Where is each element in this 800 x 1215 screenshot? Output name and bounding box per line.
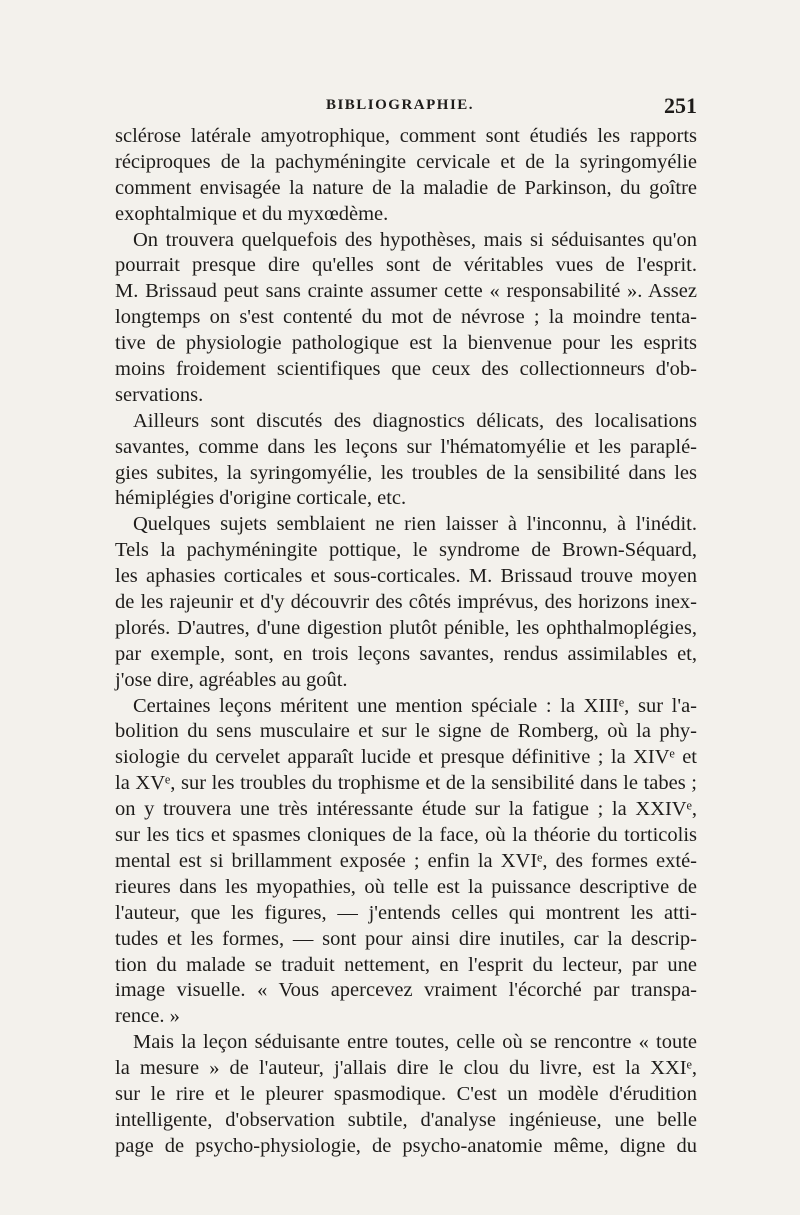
text-line: page de psycho-physiologie, de psycho-anatomie même, digne du [115, 1134, 697, 1157]
text-line: exophtalmique et du myxœdème. [115, 202, 389, 225]
page-number: 251 [664, 93, 697, 118]
text-line: image visuelle. « Vous apercevez vraiment l'écorché par transpa- [115, 979, 697, 1002]
text-line: on y trouvera une très intéressante étude sur la fatigue ; la XXIVᵉ, [115, 798, 697, 821]
text-line: sur les tics et spasmes cloniques de la face, où la théorie du torticolis [115, 824, 697, 847]
text-line: la XVᵉ, sur les troubles du trophisme et de la sensibilité dans le tabes ; [115, 772, 697, 795]
text-line: tudes et les formes, — sont pour ainsi dire inutiles, car la descrip- [115, 927, 697, 950]
text-line: tive de physiologie pathologique est la bienvenue pour les esprits [115, 332, 697, 355]
text-line: l'auteur, que les figures, — j'entends celles qui montrent les atti- [115, 901, 697, 924]
text-line: j'ose dire, agréables au goût. [115, 668, 348, 691]
text-line: comment envisagée la nature de la maladie de Parkinson, du goître [115, 176, 697, 199]
text-line: savantes, comme dans les leçons sur l'hématomyélie et les paraplé- [115, 435, 697, 458]
text-line: la mesure » de l'auteur, j'allais dire le clou du livre, est la XXIᵉ, [115, 1057, 697, 1080]
text-line: sur le rire et le pleurer spasmodique. C'est un modèle d'érudition [115, 1082, 697, 1105]
text-line: siologie du cervelet apparaît lucide et presque définitive ; la XIVᵉ et [115, 746, 697, 769]
text-line: de les rajeunir et d'y découvrir des côtés imprévus, des horizons inex- [115, 591, 697, 614]
text-line: M. Brissaud peut sans crainte assumer cette « responsabilité ». Assez [115, 280, 697, 303]
text-line: moins froidement scientifiques que ceux des collectionneurs d'ob- [115, 358, 697, 381]
text-line: Ailleurs sont discutés des diagnostics délicats, des localisations [133, 409, 697, 432]
text-line: intelligente, d'observation subtile, d'analyse ingénieuse, une belle [115, 1108, 697, 1131]
text-line: pourrait presque dire qu'elles sont de véritables vues de l'esprit. [115, 254, 697, 277]
text-line: Certaines leçons méritent une mention spéciale : la XIIIᵉ, sur l'a- [133, 694, 697, 717]
text-line: Mais la leçon séduisante entre toutes, celle où se rencontre « toute [133, 1031, 697, 1054]
text-line: les aphasies corticales et sous-corticales. M. Brissaud trouve moyen [115, 565, 697, 588]
running-title: BIBLIOGRAPHIE. [325, 97, 475, 113]
text-line: rence. » [115, 1005, 180, 1028]
text-line: bolition du sens musculaire et sur le signe de Romberg, où la phy- [115, 720, 697, 743]
page-header [0, 93, 800, 125]
text-line: On trouvera quelquefois des hypothèses, mais si séduisantes qu'on [133, 228, 697, 251]
text-line: mental est si brillamment exposée ; enfin la XVIᵉ, des formes exté- [115, 849, 697, 872]
text-line: longtemps on s'est contenté du mot de névrose ; la moindre tenta- [115, 306, 697, 329]
text-line: hémiplégies d'origine corticale, etc. [115, 487, 407, 510]
text-line: sclérose latérale amyotrophique, comment sont étudiés les rapports [115, 125, 697, 147]
text-line: tion du malade se traduit nettement, en l'esprit du lecteur, par une [115, 953, 697, 976]
text-line: servations. [115, 383, 204, 406]
text-line: Quelques sujets semblaient ne rien laisser à l'inconnu, à l'inédit. [133, 513, 697, 536]
text-line: Tels la pachyméningite pottique, le syndrome de Brown-Séquard, [115, 539, 697, 562]
text-line: rieures dans les myopathies, où telle est la puissance descriptive de [115, 875, 697, 898]
text-line: par exemple, sont, en trois leçons savantes, rendus assimilables et, [115, 642, 697, 665]
text-line: réciproques de la pachyméningite cervicale et de la syringomyélie [115, 150, 697, 173]
text-line: plorés. D'autres, d'une digestion plutôt pénible, les ophthalmoplégies, [115, 616, 697, 639]
text-line: gies subites, la syringomyélie, les troubles de la sensibilité dans les [115, 461, 697, 484]
body-text [115, 124, 697, 1160]
